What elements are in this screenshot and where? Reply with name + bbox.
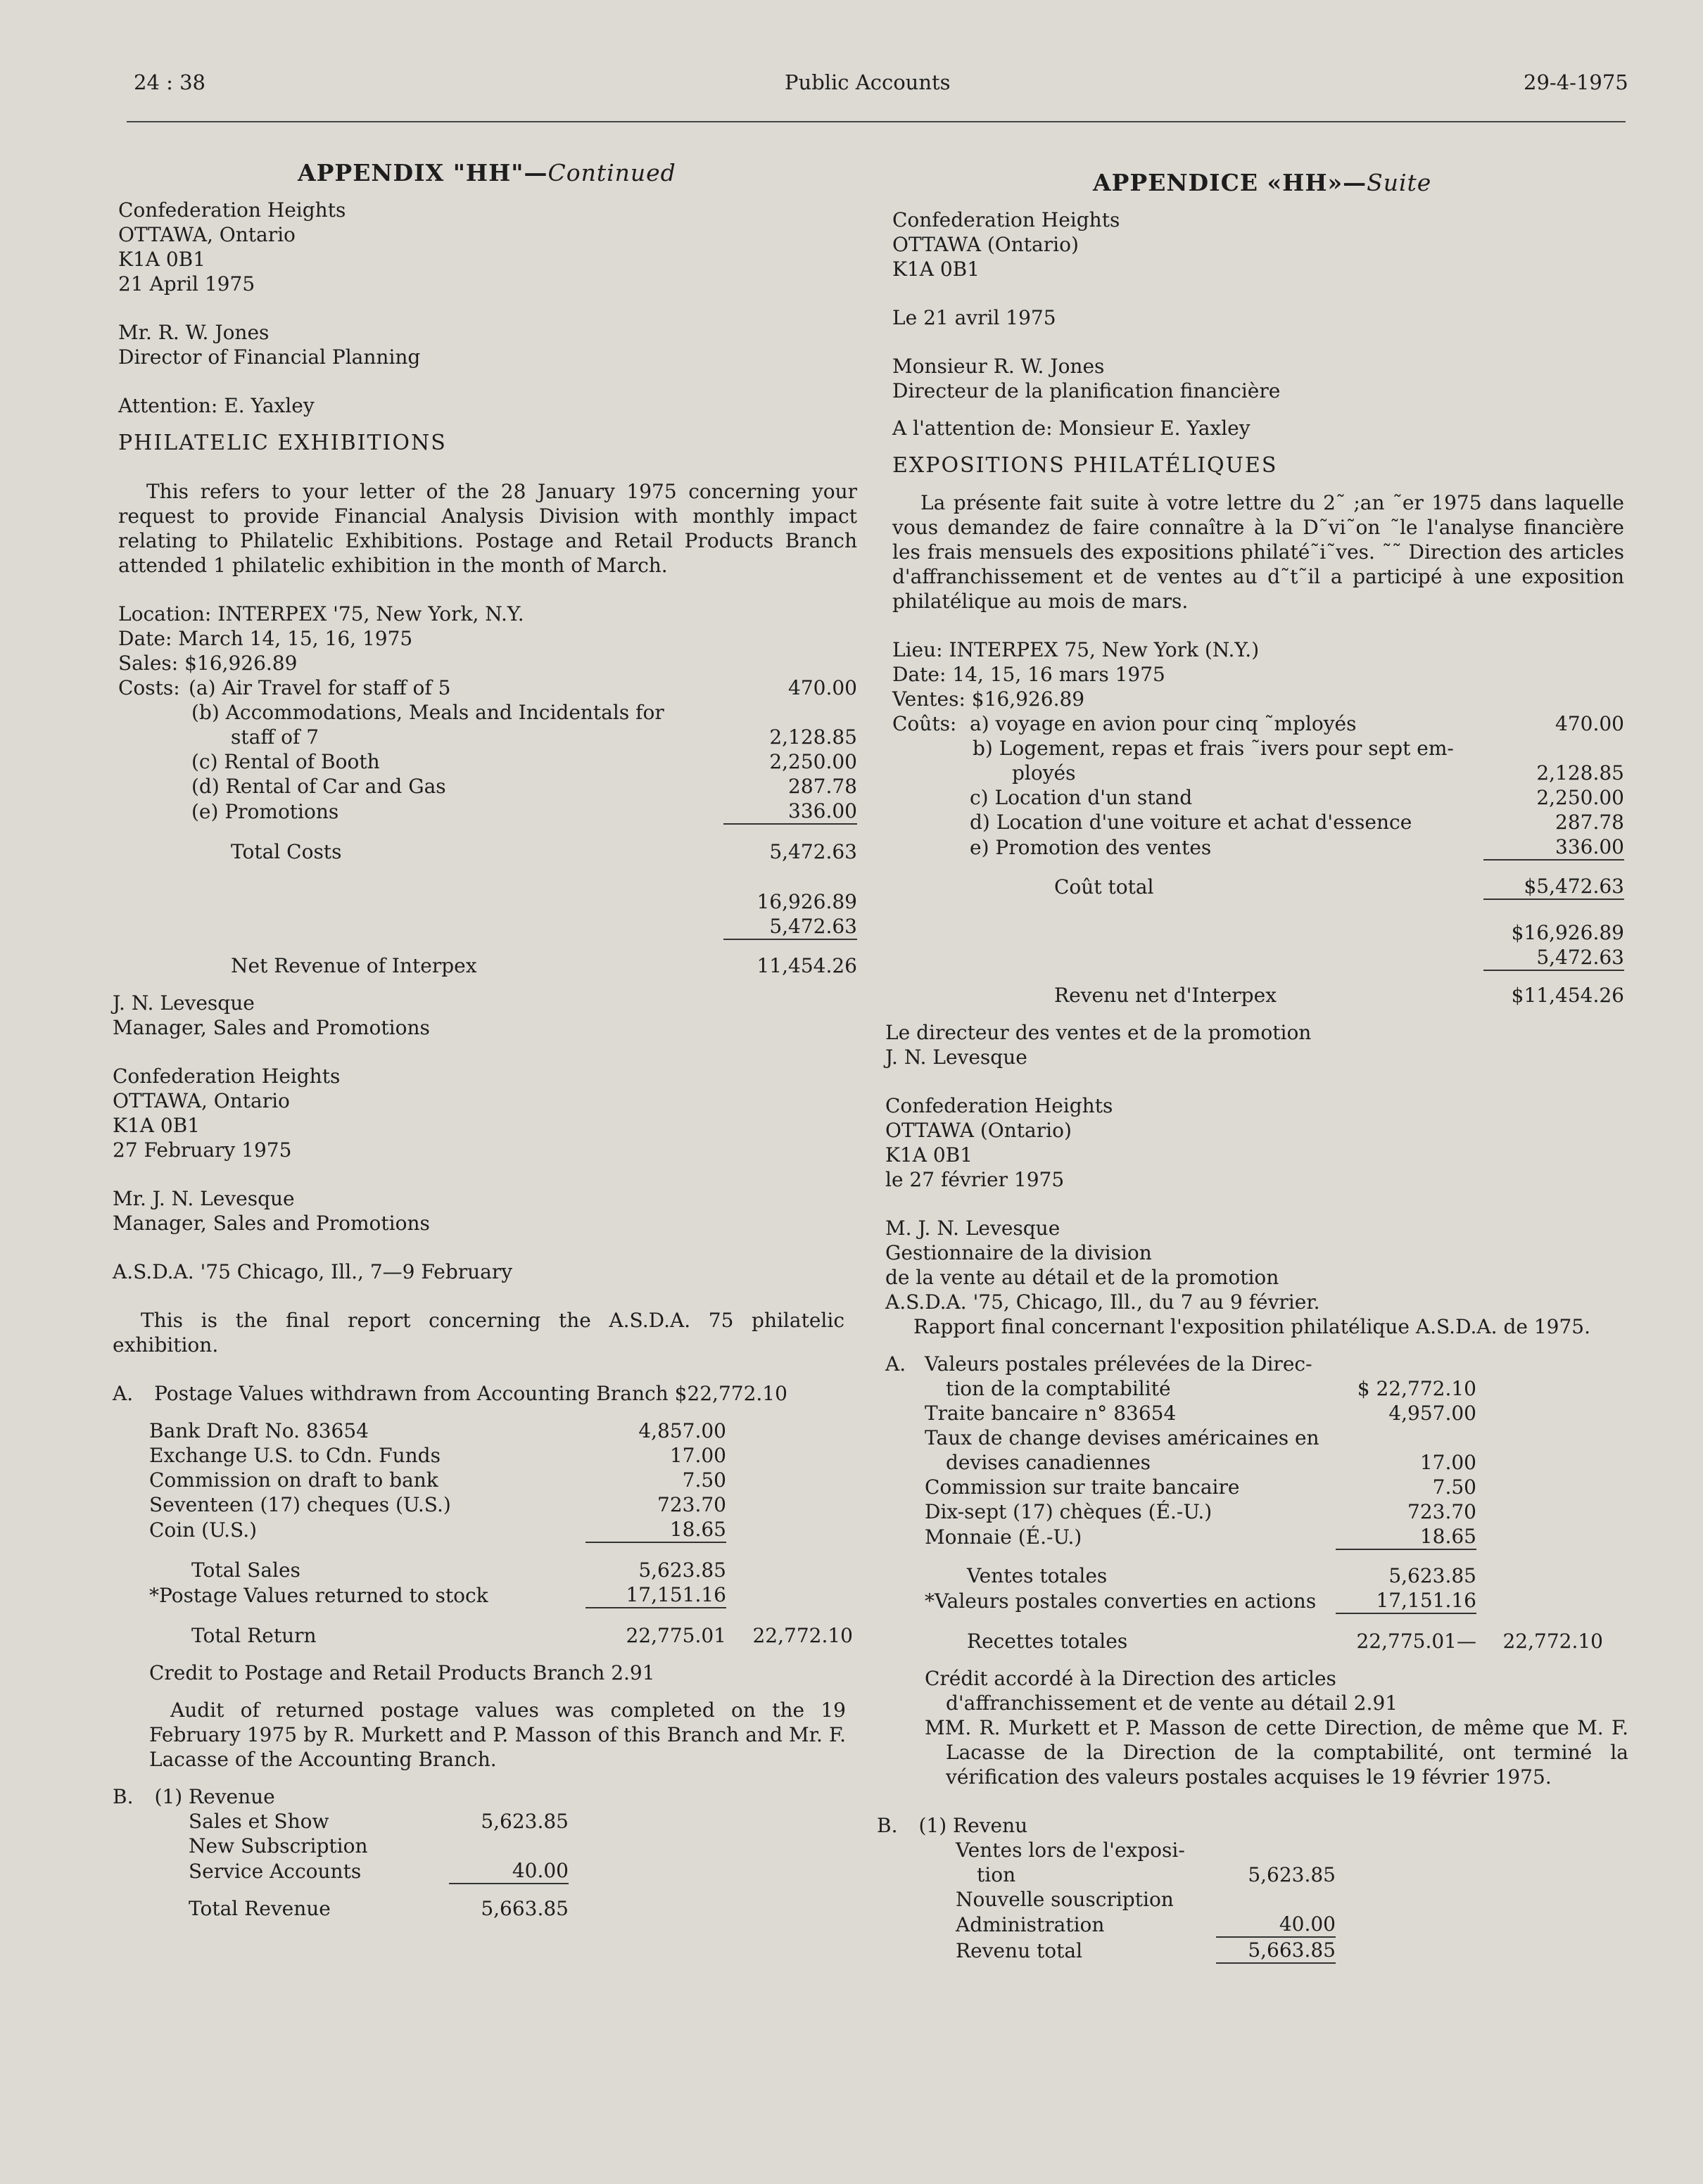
en-letter1-attention: Attention: E. Yaxley bbox=[118, 394, 315, 417]
fr-letter2-address: Confederation Heights OTTAWA (Ontario) K1A 0B1 le 27 février 1975 bbox=[885, 1094, 1113, 1191]
english-title: APPENDIX "HH"—Continued bbox=[298, 159, 676, 186]
en-letter1-address: Confederation Heights OTTAWA, Ontario K1A 0B1 21 April 1975 bbox=[118, 198, 346, 296]
en-letter2-recipient: Mr. J. N. Levesque Manager, Sales and Promotions bbox=[113, 1187, 430, 1235]
en-credit: Credit to Postage and Retail Products Branch 2.91 bbox=[149, 1661, 655, 1684]
french-column bbox=[877, 169, 1628, 1964]
fr-letter2-body: Rapport final concernant l'exposition philatélique A.S.D.A. de 1975. bbox=[913, 1315, 1591, 1338]
english-column bbox=[113, 159, 857, 1921]
en-section-b: B. (1) Revenue bbox=[113, 1785, 275, 1808]
running-title: Public Accounts bbox=[785, 70, 951, 94]
en-revenue-table: Sales et Show 5,623.85 New Subscription Service Accounts 40.00 Total Revenue 5,663.85 bbox=[189, 1810, 569, 1920]
header-rule bbox=[127, 121, 1626, 122]
fr-section-b: B. (1) Revenu bbox=[877, 1814, 1028, 1837]
en-costs-table: Costs: (a) Air Travel for staff of 5 470.00 (b) Accommodations, Meals and Incidentals for staff of 7 2,128.85 (c) Rental of Booth 2,250.00 (d) Rental of Car and Gas 287.78 (e) Promotions 336.00 Total Costs 5,472.63 16,926.89 5,472.63 Net Revenue of Interpex 11,454.26 bbox=[118, 676, 857, 977]
en-letter2-address: Confederation Heights OTTAWA, Ontario K1A 0B1 27 February 1975 bbox=[113, 1065, 341, 1162]
en-sales: Sales: $16,926.89 bbox=[118, 652, 298, 675]
fr-costs-table: Coûts: a) voyage en avion pour cinq ˜mployés 470.00 b) Logement, repas et frais ˜ivers pour sept em- ployés 2,128.85 c) Location d'un stand 2,250.00 d) Location d'une voiture et achat d'essence 287.78 e) Promotion des ventes 336.00 Coût total $5,472.63 $16,926.89 5,472.63 Revenu net d'Interpex $11,454.26 bbox=[892, 712, 1624, 1007]
en-letter1-signature: J. N. Levesque Manager, Sales and Promotions bbox=[113, 991, 430, 1039]
en-letter2-body: This is the final report concerning the A.S.D.A. 75 philatelic exhibition. bbox=[113, 1309, 844, 1357]
fr-letter1-attention: A l'attention de: Monsieur E. Yaxley bbox=[892, 417, 1251, 440]
en-letter1-subject: PHILATELIC EXHIBITIONS bbox=[118, 431, 447, 455]
fr-letter1-address: Confederation Heights OTTAWA (Ontario) K1A 0B1 bbox=[892, 208, 1120, 281]
fr-letter1-signature: Le directeur des ventes et de la promotion J. N. Levesque bbox=[885, 1021, 1312, 1069]
fr-letter1-date: Le 21 avril 1975 bbox=[892, 306, 1056, 329]
en-section-a: A. Postage Values withdrawn from Accounting Branch $22,772.10 bbox=[113, 1382, 787, 1405]
fr-audit: MM. R. Murkett et P. Masson de cette Direction, de même que M. F. Lacasse de la Direction de la comptabilité, ont terminé la vérification des valeurs postales acquises le 19 février 1975. bbox=[925, 1716, 1628, 1789]
en-letter2-subject: A.S.D.A. '75 Chicago, Ill., 7—9 February bbox=[113, 1260, 513, 1283]
en-location: Location: INTERPEX '75, New York, N.Y. bbox=[118, 602, 524, 626]
fr-date: Date: 14, 15, 16 mars 1975 bbox=[892, 663, 1165, 686]
en-audit: Audit of returned postage values was completed on the 19 February 1975 by R. Murkett and P. Masson of this Branch and Mr. F. Lacasse of the Accounting Branch. bbox=[149, 1699, 846, 1771]
fr-postage-table: A. Valeurs postales prélevées de la Direc- tion de la comptabilité $ 22,772.10 Traite bancaire n° 83654 4,957.00 Taux de change devises américaines en devises canadiennes 17.00 Commission sur traite bancaire 7.50 Dix-sept (17) chèques (É.-U.) 723.70 Monnaie (É.-U.) 18.65 Ventes totales 5,623.85 *Valeurs postales converties en actions 17,151.16 Recettes totales 22,775.01— 22,772.10 bbox=[885, 1352, 1603, 1653]
fr-revenue-table: Ventes lors de l'exposi- tion 5,623.85 Nouvelle souscription Administration 40.00 Revenu total 5,663.85 bbox=[956, 1839, 1336, 1962]
fr-letter1-recipient: Monsieur R. W. Jones Directeur de la planification financière bbox=[892, 355, 1281, 402]
french-title: APPENDICE «HH»—Suite bbox=[1093, 169, 1432, 196]
en-letter1-body: This refers to your letter of the 28 January 1975 concerning your request to provide Financial Analysis Division with monthly impact relating to Philatelic Exhibitions. Postage and Retail Products Branch attended 1 philatelic exhibition in the month of March. bbox=[118, 480, 857, 577]
en-postage-table: Bank Draft No. 83654 4,857.00 Exchange U.S. to Cdn. Funds 17.00 Commission on draft to bank 7.50 Seventeen (17) cheques (U.S.) 723.70 Coin (U.S.) 18.65 Total Sales 5,623.85 *Postage Values returned to stock 17,151.16 Total Return 22,775.01 22,772.10 bbox=[149, 1419, 853, 1647]
fr-letter1-body: La présente fait suite à votre lettre du 2˜ ;an ˜er 1975 dans laquelle vous demandez de faire connaître à la D˜vi˜on ˜le l'analyse financière les frais mensuels des expositions philaté˜i˜ves. ˜˜ Direction des articles d'affranchissement et de ventes au d˜t˜il a participé à une exposition philatélique au mois de mars. bbox=[892, 491, 1624, 613]
page-number: 24 : 38 bbox=[134, 70, 206, 94]
fr-credit: Crédit accordé à la Direction des articles d'affranchissement et de vente au détail 2.91 bbox=[925, 1667, 1398, 1715]
fr-sales: Ventes: $16,926.89 bbox=[892, 687, 1085, 711]
en-date: Date: March 14, 15, 16, 1975 bbox=[118, 627, 413, 650]
fr-location: Lieu: INTERPEX 75, New York (N.Y.) bbox=[892, 638, 1260, 661]
fr-letter2-recipient: M. J. N. Levesque Gestionnaire de la division de la vente au détail et de la promotion A.S.D.A. '75, Chicago, Ill., du 7 au 9 février. bbox=[885, 1217, 1320, 1314]
header-date: 29-4-1975 bbox=[1524, 70, 1628, 94]
en-letter1-recipient: Mr. R. W. Jones Director of Financial Planning bbox=[118, 321, 421, 369]
fr-letter1-subject: EXPOSITIONS PHILATÉLIQUES bbox=[892, 453, 1278, 478]
